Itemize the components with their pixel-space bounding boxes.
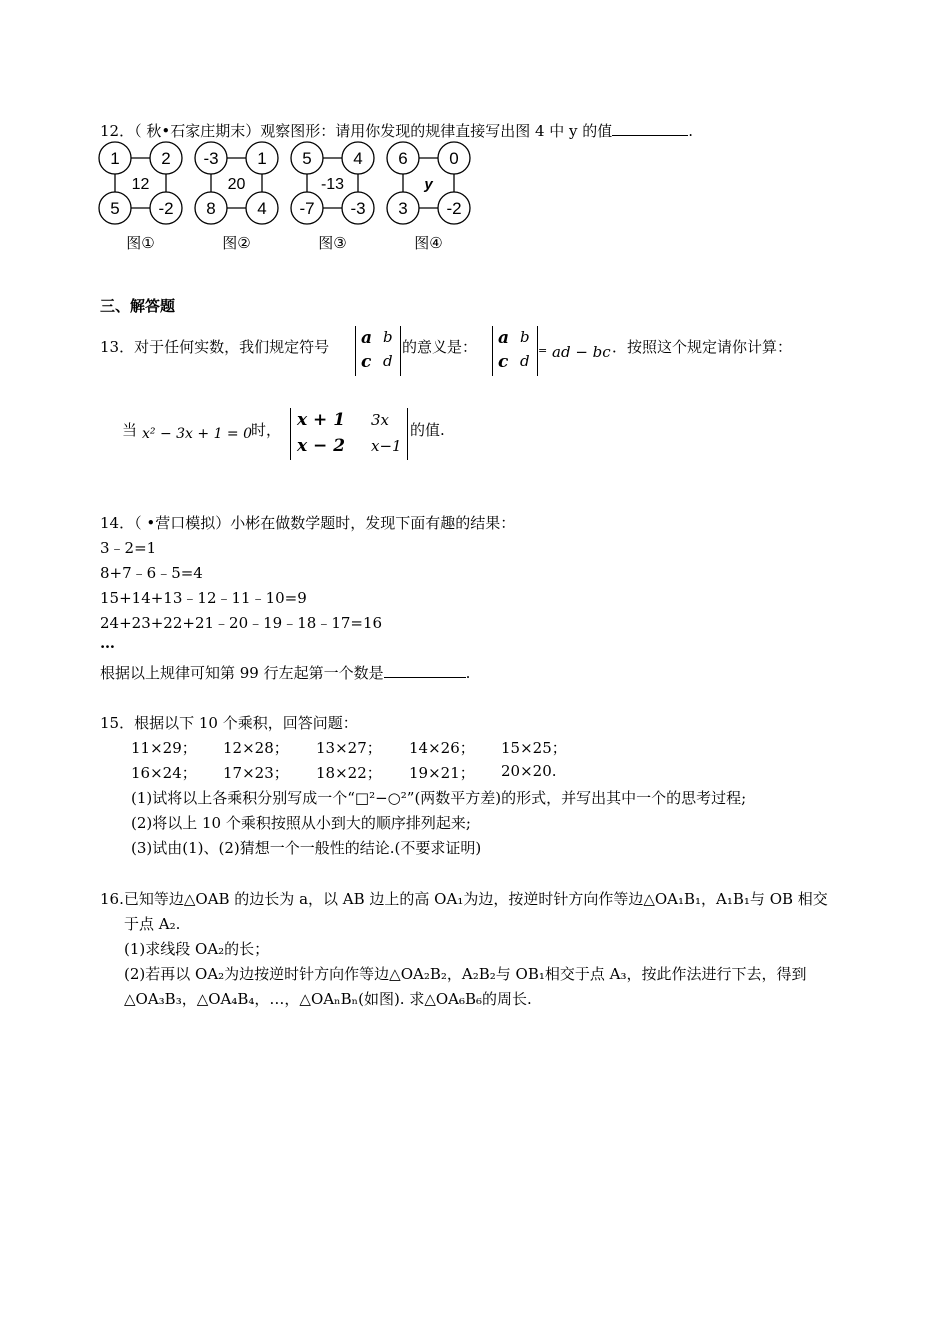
det1-d: d bbox=[383, 352, 393, 370]
figure-node-top-left: 5 bbox=[302, 149, 312, 168]
q13-when-tail: 时， bbox=[251, 421, 282, 439]
q12-text bbox=[100, 120, 693, 141]
q14-question-text: 根据以上规律可知第 99 行左起第一个数是 bbox=[100, 664, 384, 682]
q15-product: 19×21； bbox=[409, 764, 475, 782]
q13-determinant-expression bbox=[290, 408, 408, 460]
figure-node-bottom-right: -2 bbox=[158, 199, 174, 218]
figure-1 bbox=[99, 142, 182, 252]
q14-question bbox=[100, 662, 470, 683]
figure-center-value: 12 bbox=[131, 176, 150, 193]
q13-intro: 13．对于任何实数，我们规定符号 bbox=[100, 338, 330, 356]
q15-part-3: (3)试由(1)、(2)猜想一个一般性的结论.(不要求证明) bbox=[131, 839, 482, 857]
det1-b: b bbox=[383, 328, 393, 346]
q15-intro: 15．根据以下 10 个乘积，回答问题： bbox=[100, 714, 358, 732]
section-3-title: 三、解答题 bbox=[100, 297, 176, 315]
figure-center-value: -13 bbox=[320, 176, 345, 193]
q14-line-4: 24+23+22+21﹣20﹣19﹣18﹣17=16 bbox=[100, 614, 383, 632]
q13-equals: = bbox=[538, 344, 548, 357]
q12-figures bbox=[95, 140, 485, 255]
q15-part-2: (2)将以上 10 个乘积按照从小到大的顺序排列起来; bbox=[131, 814, 471, 832]
q14-line-3: 15+14+13﹣12﹣11﹣10=9 bbox=[100, 589, 307, 607]
q15-product: 20×20. bbox=[501, 762, 557, 780]
figure-node-bottom-right: -2 bbox=[446, 199, 462, 218]
figure-node-bottom-right: -3 bbox=[350, 199, 366, 218]
q14-line-5: … bbox=[100, 634, 115, 652]
q12-prompt: 12．（ 秋•石家庄期末）观察图形：请用你发现的规律直接写出图 4 中 y 的值 bbox=[100, 122, 613, 140]
q15-product: 18×22； bbox=[316, 764, 382, 782]
figure-caption: 图② bbox=[222, 235, 251, 252]
q15-product: 16×24； bbox=[131, 764, 197, 782]
q15-product: 13×27； bbox=[316, 739, 382, 757]
q12-end: . bbox=[688, 122, 694, 140]
det1b-b: b bbox=[520, 328, 530, 346]
figure-node-bottom-left: -7 bbox=[299, 199, 315, 218]
figure-node-top-left: 1 bbox=[110, 149, 120, 168]
q14-line-2: 8+7﹣6﹣5=4 bbox=[100, 564, 203, 582]
det1b-d: d bbox=[520, 352, 530, 370]
q13-value-tail: 的值. bbox=[410, 421, 445, 439]
figure-node-bottom-left: 8 bbox=[206, 199, 216, 218]
figure-node-bottom-left: 3 bbox=[398, 199, 408, 218]
figure-node-bottom-left: 5 bbox=[110, 199, 120, 218]
q13-rule-tail: ．按照这个规定请你计算： bbox=[612, 338, 793, 356]
q16-line-2: 于点 A₂. bbox=[124, 915, 181, 933]
q16-line-1: 16.已知等边△OAB 的边长为 a，以 AB 边上的高 OA₁为边，按逆时针方向作等边△OA₁B₁，A₁B₁与 OB 相交 bbox=[100, 890, 828, 908]
figure-node-top-right: 2 bbox=[161, 149, 171, 168]
figure-node-top-right: 1 bbox=[257, 149, 267, 168]
figure-3 bbox=[291, 142, 374, 252]
q15-product: 15×25； bbox=[501, 739, 567, 757]
figure-caption: 图④ bbox=[414, 235, 443, 252]
q14-intro: 14．（ •营口模拟）小彬在做数学题时，发现下面有趣的结果： bbox=[100, 514, 516, 532]
figure-4 bbox=[387, 142, 470, 252]
figure-node-top-right: 0 bbox=[449, 149, 459, 168]
q15-product: 12×28； bbox=[223, 739, 289, 757]
det1b-c: c bbox=[498, 352, 509, 372]
det2-b: 3x bbox=[371, 411, 390, 429]
q16-part-1: (1)求线段 OA₂的长； bbox=[124, 940, 270, 958]
q15-part-1: (1)试将以上各乘积分别写成一个“□²−○²”(两数平方差)的形式，并写出其中一个的思考过程; bbox=[131, 789, 747, 807]
q13-condition: x² − 3x + 1 = 0 bbox=[142, 426, 253, 442]
det2-a: x + 1 bbox=[297, 410, 346, 430]
det2-d: x−1 bbox=[371, 437, 402, 455]
figure-caption: 图① bbox=[126, 235, 155, 252]
q13-determinant-example bbox=[492, 326, 538, 376]
figure-node-top-left: -3 bbox=[203, 149, 219, 168]
q15-product: 11×29； bbox=[131, 739, 197, 757]
q12-answer-blank[interactable] bbox=[612, 120, 688, 136]
q13-when: 当 bbox=[122, 421, 138, 439]
q16-part-2a: (2)若再以 OA₂为边按逆时针方向作等边△OA₂B₂，A₂B₂与 OB₁相交于点 A₃，按此作法进行下去，得到 bbox=[124, 965, 807, 983]
figure-caption: 图③ bbox=[318, 235, 347, 252]
q16-part-2b: △OA₃B₃，△OA₄B₄，…，△OAₙBₙ(如图). 求△OA₆B₆的周长. bbox=[124, 990, 532, 1008]
q14-line-1: 3﹣2=1 bbox=[100, 539, 157, 557]
figure-node-bottom-right: 4 bbox=[257, 199, 267, 218]
figure-node-top-left: 6 bbox=[398, 149, 408, 168]
q13-meaning: 的意义是： bbox=[402, 338, 478, 356]
det1-a: a bbox=[361, 328, 373, 348]
det1b-a: a bbox=[498, 328, 510, 348]
det1-c: c bbox=[361, 352, 372, 372]
figure-2 bbox=[195, 142, 278, 252]
q15-product: 14×26； bbox=[409, 739, 475, 757]
det2-c: x − 2 bbox=[297, 436, 346, 456]
q13-result: ad − bc bbox=[552, 343, 611, 361]
figure-node-top-right: 4 bbox=[353, 149, 363, 168]
q14-end: . bbox=[465, 664, 471, 682]
figure-center-value: 20 bbox=[227, 176, 246, 193]
q13-determinant-symbol bbox=[355, 326, 401, 376]
q15-product: 17×23； bbox=[223, 764, 289, 782]
q14-answer-blank[interactable] bbox=[384, 662, 466, 678]
figure-center-value: y bbox=[424, 176, 433, 193]
